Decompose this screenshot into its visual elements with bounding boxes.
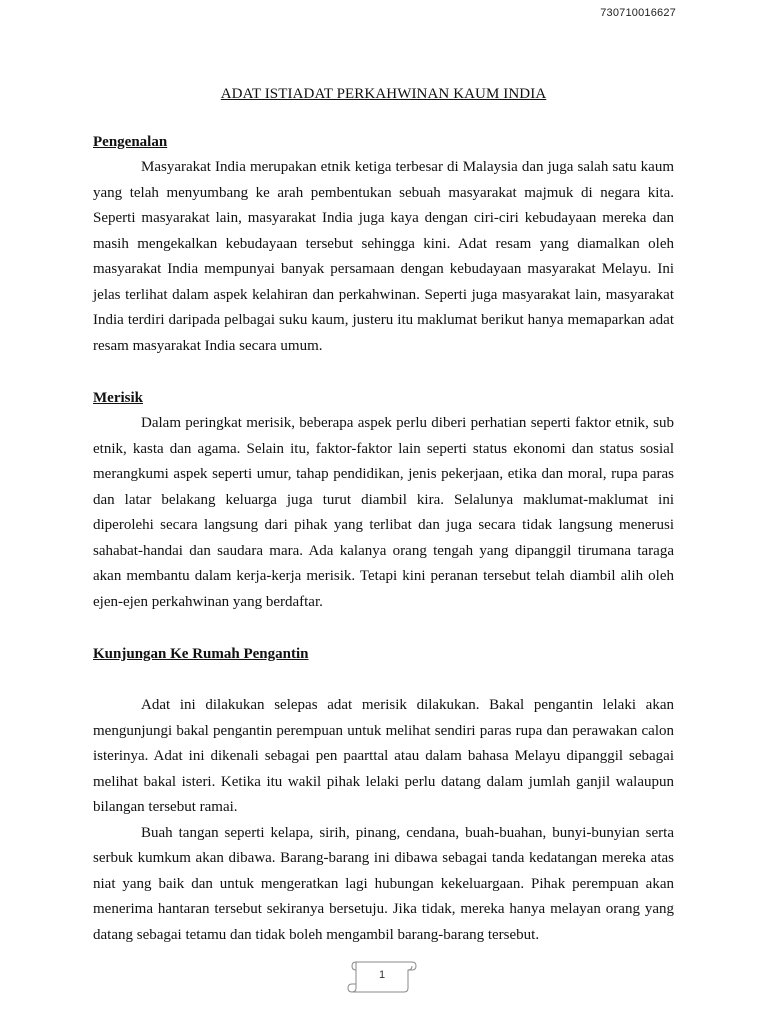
- page-number-scroll: [346, 958, 418, 996]
- section-merisik: [93, 385, 674, 615]
- section-pengenalan: [93, 129, 674, 359]
- document-id: 730710016627: [600, 7, 676, 19]
- document-title: ADAT ISTIADAT PERKAHWINAN KAUM INDIA: [220, 86, 547, 102]
- page-number: 1: [378, 969, 386, 981]
- paragraph: Adat ini dilakukan selepas adat merisik dilakukan. Bakal pengantin lelaki akan mengunjungi bakal pengantin perempuan untuk melihat sendiri paras rupa dan perawakan calon isterinya. Adat ini dikenali sebagai pen paarttal atau dalam bahasa Melayu dipanggil sebagai melihat bakal isteri. Ketika itu wakil pihak lelaki perlu datang dalam jumlah ganjil walaupun bilangan tersebut ramai.: [93, 697, 674, 815]
- section-heading: Kunjungan Ke Rumah Pengantin: [93, 646, 309, 662]
- paragraph: Masyarakat India merupakan etnik ketiga terbesar di Malaysia dan juga salah satu kaum yang telah menyumbang ke arah pembentukan sebuah masyarakat majmuk di negara kita. Seperti masyarakat lain, masyarakat India juga kaya dengan ciri-ciri kebudayaan mereka dan masih mengekalkan kebudayaan tersebut sehingga kini. Adat resam yang diamalkan oleh masyarakat India mempunyai banyak persamaan dengan kebudayaan masyarakat Melayu. Ini jelas terlihat dalam aspek kelahiran dan perkahwinan. Seperti juga masyarakat lain, masyarakat India terdiri daripada pelbagai suku kaum, justeru itu maklumat berikut hanya memaparkan adat resam masyarakat India secara umum.: [93, 159, 674, 354]
- paragraph: Buah tangan seperti kelapa, sirih, pinang, cendana, buah-buahan, bunyi-bunyian serta serbuk kumkum akan dibawa. Barang-barang ini dibawa sebagai tanda kedatangan mereka atas niat yang baik dan untuk mengeratkan lagi hubungan kekeluargaan. Pihak perempuan akan menerima hantaran tersebut sekiranya bersetuju. Jika tidak, mereka hanya melayan orang yang datang sebagai tetamu dan tidak boleh mengambil barang-barang tersebut.: [93, 824, 674, 943]
- section-heading: Merisik: [93, 390, 143, 406]
- section-heading: Pengenalan: [93, 134, 168, 150]
- section-kunjungan: [93, 641, 674, 948]
- paragraph: Dalam peringkat merisik, beberapa aspek perlu diberi perhatian seperti faktor etnik, sub etnik, kasta dan agama. Selain itu, faktor-faktor lain seperti status ekonomi dan status sosial merangkumi aspek seperti umur, tahap pendidikan, jenis pekerjaan, etika dan moral, rupa paras dan latar belakang keluarga juga turut diambil kira. Selalunya maklumat-maklumat ini diperolehi secara langsung dari pihak yang terlibat dan juga secara tidak langsung menerusi sahabat-handai dan saudara mara. Ada kalanya orang tengah yang dipanggil tirumana taraga akan membantu dalam kerja-kerja merisik. Tetapi kini peranan tersebut telah diambil alih oleh ejen-ejen perkahwinan yang berdaftar.: [93, 415, 674, 610]
- page-body: [93, 86, 674, 974]
